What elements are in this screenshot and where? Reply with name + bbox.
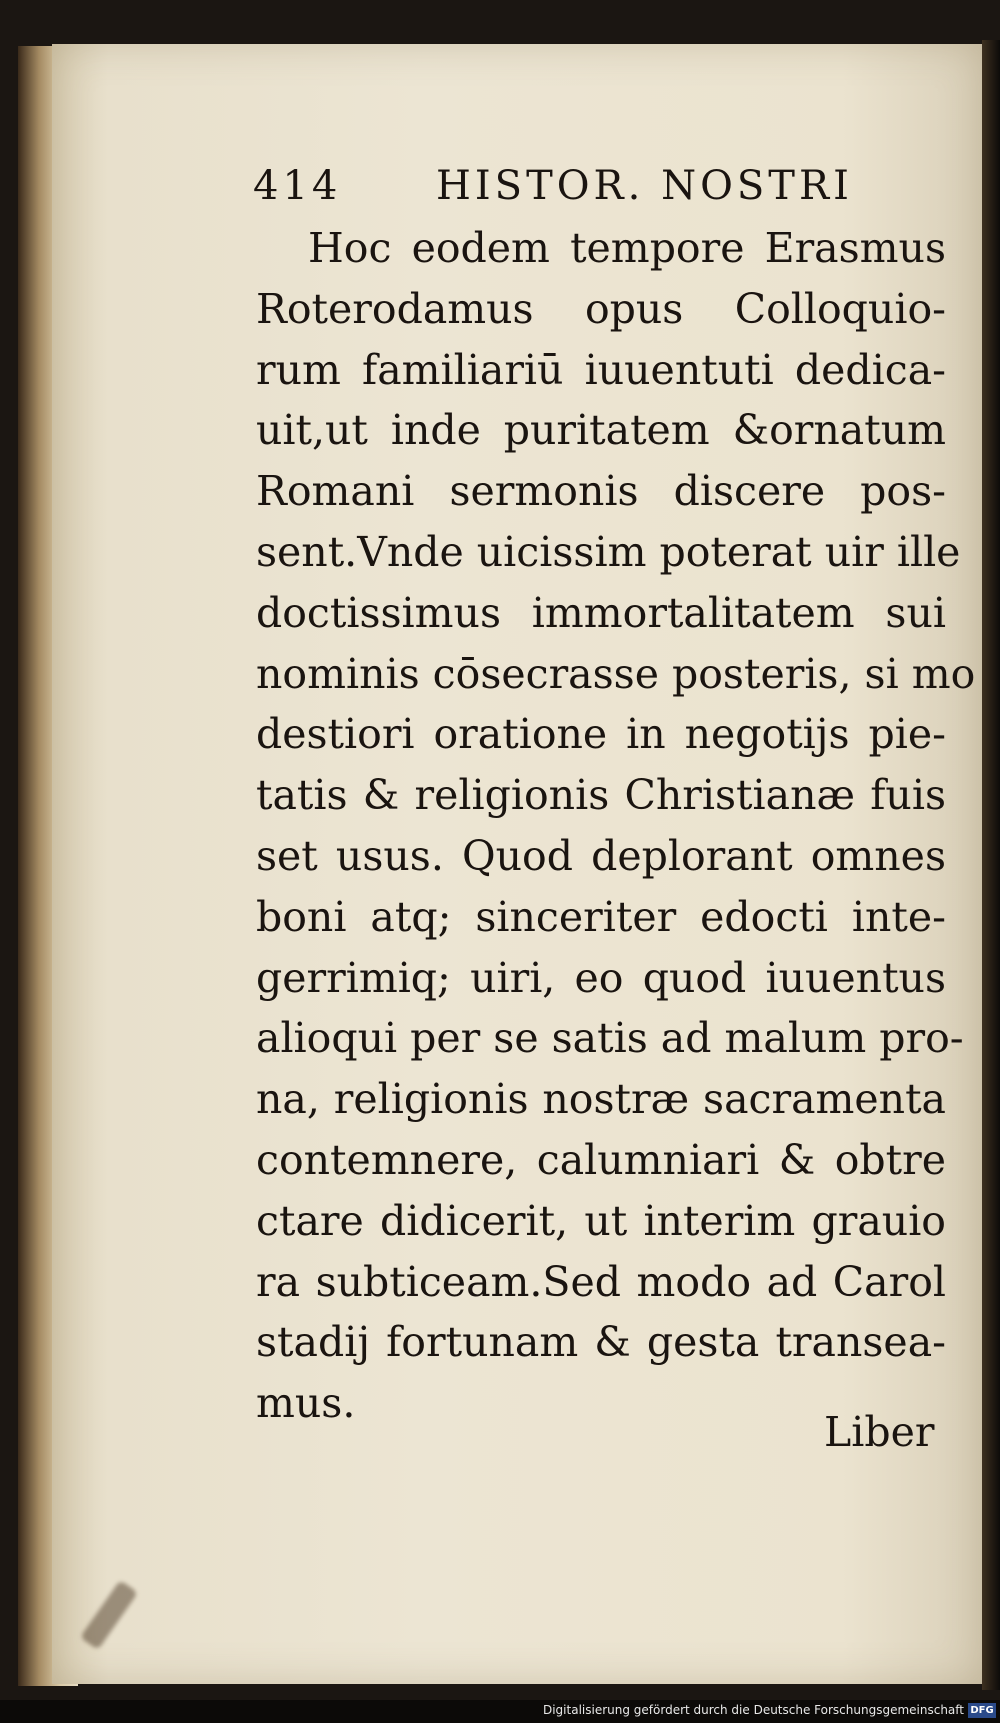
text-line: alioqui per se satis ad malum pro-: [256, 1014, 964, 1063]
right-edge-shadow: [982, 40, 1000, 1690]
text-line: Hoc eodem tempore Erasmus: [308, 224, 946, 272]
dfg-logo: DFG: [968, 1703, 996, 1718]
text-line: contemnere, calumniari & obtre: [256, 1135, 946, 1184]
funding-credit: Digitalisierung gefördert durch die Deutsche Forschungsgemeinschaft: [542, 1703, 964, 1717]
text-line: stadij fortunam & gesta transea-: [256, 1318, 946, 1367]
text-line: tatis & religionis Christianæ fuis: [256, 771, 946, 820]
page-number: 414: [253, 163, 342, 209]
page-header: [253, 163, 873, 219]
text-line: na, religionis nostræ sacramenta: [256, 1075, 946, 1124]
running-head: HISTOR. NOSTRI: [436, 163, 853, 209]
text-line: doctissimus immortalitatem sui: [256, 588, 946, 637]
text-line: uit,ut inde puritatem &ornatum: [256, 406, 946, 455]
text-line: sent.Vnde uicissim poterat uir ille: [256, 527, 961, 576]
text-line: mus.: [256, 1379, 356, 1428]
catchword: Liber: [824, 1408, 935, 1456]
text-line: gerrimiq; uiri, eo quod iuuentus: [256, 953, 946, 1002]
text-line: set usus. Quod deplorant omnes: [256, 831, 946, 880]
text-line: boni atq; sinceriter edocti inte-: [256, 892, 946, 941]
text-line: destiori oratione in negotijs pie-: [256, 710, 946, 759]
text-line: rum familiariū iuuentuti dedica-: [256, 345, 946, 394]
text-line: ra subticeam.Sed modo ad Carol: [256, 1257, 946, 1306]
text-line: Romani sermonis discere pos-: [256, 467, 946, 516]
text-line: ctare didicerit, ut interim grauio: [256, 1196, 946, 1245]
body-text: [256, 218, 976, 1434]
text-line: nominis cōsecrasse posteris, si mo: [256, 649, 976, 698]
text-line: Roterodamus opus Colloquio-: [256, 284, 946, 333]
